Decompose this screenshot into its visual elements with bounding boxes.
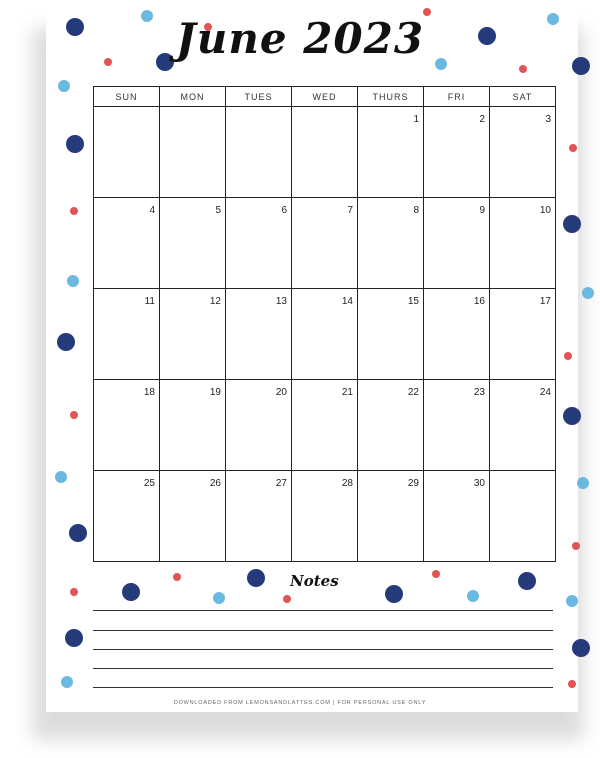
- day-cell[interactable]: [424, 380, 490, 471]
- day-cell[interactable]: [358, 289, 424, 380]
- day-cell[interactable]: [292, 289, 358, 380]
- day-cell[interactable]: [226, 107, 292, 198]
- day-cell[interactable]: [424, 198, 490, 289]
- decorative-dot: [566, 595, 578, 607]
- day-cell[interactable]: [94, 471, 160, 562]
- decorative-dot: [213, 592, 225, 604]
- decorative-dot: [67, 275, 79, 287]
- day-cell[interactable]: [490, 107, 556, 198]
- calendar-week-row: [94, 380, 556, 471]
- decorative-dot: [58, 80, 70, 92]
- day-number: 7: [347, 205, 353, 216]
- day-cell[interactable]: [292, 107, 358, 198]
- day-cell[interactable]: [490, 198, 556, 289]
- decorative-dot: [432, 570, 440, 578]
- day-number: 19: [209, 387, 221, 398]
- decorative-dot: [385, 585, 403, 603]
- calendar-week-row: [94, 107, 556, 198]
- day-number: 8: [413, 205, 419, 216]
- calendar-title: June 2023: [175, 14, 425, 63]
- decorative-dot: [568, 680, 576, 688]
- decorative-dot: [467, 590, 479, 602]
- decorative-dot: [582, 287, 594, 299]
- decorative-dot: [65, 629, 83, 647]
- decorative-dot: [61, 676, 73, 688]
- day-cell[interactable]: [226, 471, 292, 562]
- decorative-dot: [577, 477, 589, 489]
- day-number: 4: [149, 205, 155, 216]
- day-number: 17: [539, 296, 551, 307]
- decorative-dot: [69, 524, 87, 542]
- day-cell[interactable]: [424, 289, 490, 380]
- footer-credit: DOWNLOADED FROM LEMONSANDLATTES.COM | FOR PERSONAL USE ONLY: [173, 700, 427, 706]
- day-number: 13: [275, 296, 287, 307]
- note-line[interactable]: [93, 687, 553, 688]
- day-cell[interactable]: [424, 471, 490, 562]
- calendar-week-row: [94, 289, 556, 380]
- decorative-dot: [518, 572, 536, 590]
- day-number: 26: [209, 478, 221, 489]
- decorative-dot: [173, 573, 181, 581]
- day-number: 16: [473, 296, 485, 307]
- day-number: 15: [407, 296, 419, 307]
- decorative-dot: [563, 215, 581, 233]
- decorative-dot: [57, 333, 75, 351]
- day-cell[interactable]: [160, 107, 226, 198]
- calendar-week-row: [94, 471, 556, 562]
- day-cell[interactable]: [490, 471, 556, 562]
- day-cell[interactable]: [358, 380, 424, 471]
- day-cell[interactable]: [292, 380, 358, 471]
- note-line[interactable]: [93, 668, 553, 669]
- day-cell[interactable]: [94, 380, 160, 471]
- decorative-dot: [70, 411, 78, 419]
- day-number: 18: [143, 387, 155, 398]
- day-cell[interactable]: [160, 380, 226, 471]
- day-cell[interactable]: [358, 471, 424, 562]
- day-number: 25: [143, 478, 155, 489]
- day-cell[interactable]: [94, 107, 160, 198]
- day-number: 29: [407, 478, 419, 489]
- weekday-sun: SUN: [94, 87, 160, 107]
- day-number: 10: [539, 205, 551, 216]
- day-number: 1: [413, 114, 419, 125]
- day-number: 12: [209, 296, 221, 307]
- day-number: 2: [479, 114, 485, 125]
- decorative-dot: [572, 542, 580, 550]
- day-number: 5: [215, 205, 221, 216]
- day-number: 22: [407, 387, 419, 398]
- day-number: 24: [539, 387, 551, 398]
- notes-heading: Notes: [290, 572, 339, 590]
- day-number: 27: [275, 478, 287, 489]
- day-cell[interactable]: [160, 289, 226, 380]
- weekday-sat: SAT: [490, 87, 556, 107]
- calendar-week-row: [94, 198, 556, 289]
- decorative-dot: [122, 583, 140, 601]
- day-cell[interactable]: [226, 289, 292, 380]
- day-number: 28: [341, 478, 353, 489]
- decorative-dot: [55, 471, 67, 483]
- day-number: 21: [341, 387, 353, 398]
- decorative-dot: [569, 144, 577, 152]
- decorative-dot: [66, 135, 84, 153]
- decorative-dot: [70, 588, 78, 596]
- weekday-mon: MON: [160, 87, 226, 107]
- decorative-dot: [519, 65, 527, 73]
- day-number: 20: [275, 387, 287, 398]
- day-cell[interactable]: [358, 198, 424, 289]
- weekday-fri: FRI: [424, 87, 490, 107]
- day-cell[interactable]: [94, 198, 160, 289]
- day-number: 6: [281, 205, 287, 216]
- day-cell[interactable]: [226, 198, 292, 289]
- weekday-wed: WED: [292, 87, 358, 107]
- decorative-dot: [283, 595, 291, 603]
- decorative-dot: [572, 639, 590, 657]
- day-cell[interactable]: [490, 289, 556, 380]
- day-cell[interactable]: [160, 198, 226, 289]
- decorative-dot: [247, 569, 265, 587]
- note-line[interactable]: [93, 630, 553, 631]
- weekday-header-row: [94, 87, 556, 107]
- day-cell[interactable]: [292, 198, 358, 289]
- day-number: 30: [473, 478, 485, 489]
- day-cell[interactable]: [94, 289, 160, 380]
- day-cell[interactable]: [292, 471, 358, 562]
- note-line[interactable]: [93, 610, 553, 611]
- day-cell[interactable]: [358, 107, 424, 198]
- day-number: 23: [473, 387, 485, 398]
- weekday-tues: TUES: [226, 87, 292, 107]
- day-cell[interactable]: [160, 471, 226, 562]
- day-number: 14: [341, 296, 353, 307]
- decorative-dot: [564, 352, 572, 360]
- decorative-dot: [563, 407, 581, 425]
- decorative-dot: [70, 207, 78, 215]
- day-cell[interactable]: [490, 380, 556, 471]
- day-cell[interactable]: [424, 107, 490, 198]
- day-number: 9: [479, 205, 485, 216]
- calendar-grid: [93, 86, 556, 562]
- day-number: 3: [545, 114, 551, 125]
- weekday-thurs: THURS: [358, 87, 424, 107]
- note-line[interactable]: [93, 649, 553, 650]
- day-number: 11: [144, 296, 155, 307]
- day-cell[interactable]: [226, 380, 292, 471]
